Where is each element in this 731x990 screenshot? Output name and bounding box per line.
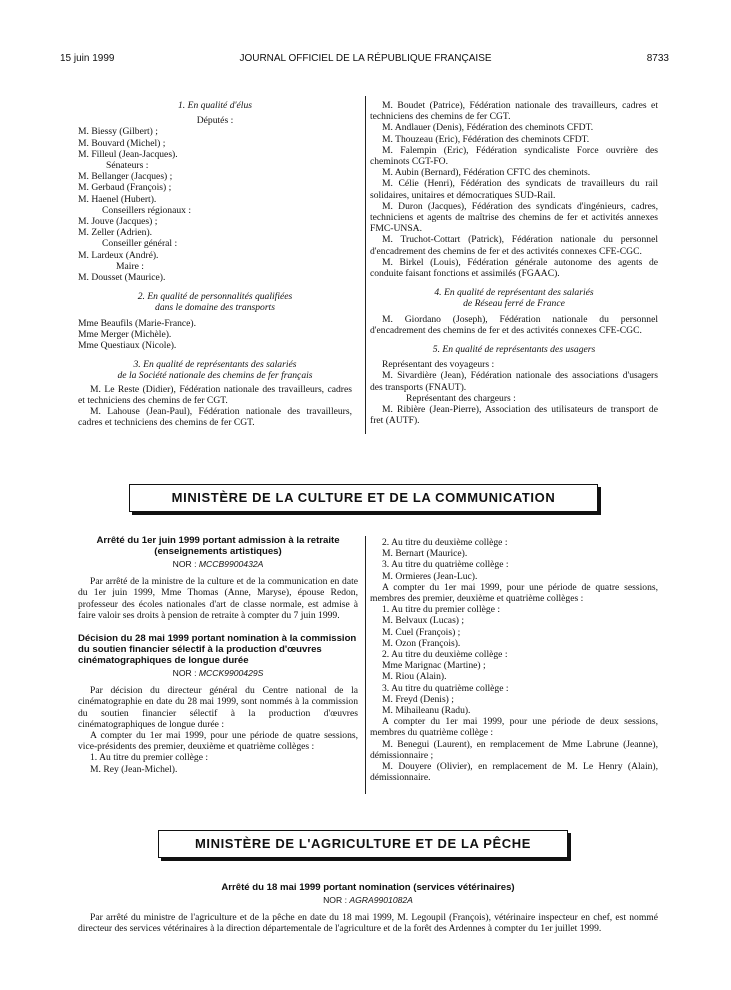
ministry-banner: MINISTÈRE DE LA CULTURE ET DE LA COMMUNICATION (129, 484, 598, 512)
list-item: 2. Au titre du deuxième collège : (382, 537, 508, 548)
header-date: 15 juin 1999 (60, 53, 115, 64)
member-entry: M. Gerbaud (François) ; (78, 182, 172, 194)
section-heading-line2: de Réseau ferré de France (463, 298, 565, 310)
member-entry: M. Bouvard (Michel) ; (78, 137, 166, 149)
section-heading: 3. En qualité de représentants des salariés (133, 359, 297, 371)
nor-reference: NOR : AGRA9901082A (323, 895, 413, 905)
decree-text: Par arrêté de la ministre de la culture et de la communication en date du 1er juin 1999, Mme Thomas (Anne, Maryse), épouse Redon, professeur des écoles nationales d'art de classe normale, est admise à faire valoir ses droits à pension de retraite à compter du 7 juin 1999. (78, 576, 358, 621)
ministry-banner: MINISTÈRE DE L'AGRICULTURE ET DE LA PÊCHE (158, 830, 568, 858)
member-entry: M. Birkel (Louis), Fédération générale autonome des agents de conduite faisant fonctions et assimilés (FGAAC). (370, 256, 658, 280)
list-item: M. Rey (Jean-Michel). (90, 763, 178, 775)
category-label: Représentant des chargeurs : (406, 392, 516, 404)
decree-title: Décision du 28 mai 1999 portant nomination à la commission du soutien financier sélectif à la production d'œuvres cinématographiques de longue durée (78, 633, 357, 667)
page-number: 8733 (646, 53, 669, 64)
section-heading: 2. En qualité de personnalités qualifiées (137, 291, 293, 303)
decree-text: Par arrêté du ministre de l'agriculture et de la pêche en date du 18 mai 1999, M. Legoupil (François), vétérinaire inspecteur en chef, est nommé directeur des services vétérinaires à la direction départementale de l'agriculture et de la forêt des Ardennes à compter du 1er juillet 1999. (78, 912, 658, 935)
member-entry: Mme Questiaux (Nicole). (78, 340, 177, 352)
list-item: M. Ozon (François). (382, 637, 461, 649)
decree-title: Arrêté du 18 mai 1999 portant nomination (services vétérinaires) (221, 882, 515, 893)
member-entry: M. Le Reste (Didier), Fédération nationale des travailleurs, cadres et techniciens des chemins de fer CGT. (78, 383, 352, 406)
member-entry: M. Giordano (Joseph), Fédération nationale du personnel d'encadrement des chemins de fer et des activités connexes CFE-CGC. (370, 313, 658, 336)
member-entry: M. Haenel (Hubert). (78, 193, 157, 205)
member-entry: M. Aubin (Bernard), Fédération CFTC des cheminots. (382, 167, 591, 179)
column-divider (365, 536, 366, 794)
member-entry: M. Truchot-Cottart (Patrick), Fédération nationale du personnel d'encadrement des chemins de fer et des activités connexes CFE-CGC. (370, 234, 658, 257)
member-entry: Mme Beaufils (Marie-France). (78, 317, 197, 329)
decree-text: Par décision du directeur général du Centre national de la cinématographie en date du 28 mai 1999, sont nommés à la commission du soutien financier sélectif à la production d'œuvres cinématographiques de longue durée : (78, 685, 358, 730)
member-entry: M. Filleul (Jean-Jacques). (78, 148, 178, 160)
nor-reference: NOR : MCCK9900429S (172, 668, 264, 679)
list-item: M. Douyere (Olivier), en remplacement de M. Le Henry (Alain), démissionnaire. (370, 761, 658, 784)
list-item: M. Ormieres (Jean-Luc). (382, 570, 478, 582)
member-entry: M. Falempin (Eric), Fédération syndicaliste Force ouvrière des cheminots CGT-FO. (370, 144, 658, 168)
journal-title: JOURNAL OFFICIEL DE LA RÉPUBLIQUE FRANÇAISE (239, 53, 492, 64)
category-label: Députés : (196, 115, 234, 127)
list-item: Mme Marignac (Martine) ; (382, 660, 486, 672)
bottom-section (78, 882, 658, 935)
column-divider (365, 96, 366, 434)
nor-reference: NOR : MCCB9900432A (172, 559, 264, 569)
section-heading: 1. En qualité d'élus (178, 100, 252, 111)
member-entry: M. Zeller (Adrien). (78, 227, 153, 239)
nor-code: AGRA9901082A (349, 895, 413, 905)
member-entry: Mme Merger (Michèle). (78, 328, 172, 340)
decree-text: A compter du 1er mai 1999, pour une période de deux sessions, membres du quatrième collège : (370, 716, 658, 739)
member-entry: M. Dousset (Maurice). (78, 272, 166, 284)
section-heading: 4. En qualité de représentant des salariés (434, 287, 594, 299)
list-item: 1. Au titre du premier collège : (382, 604, 501, 616)
decree-title: Arrêté du 1er juin 1999 portant admission à la retraite (enseignements artistiques) (96, 535, 340, 557)
mid-right-column (370, 537, 658, 783)
list-item: M. Riou (Alain). (382, 671, 447, 683)
member-entry: M. Célie (Henri), Fédération des syndicats de travailleurs du rail solidaires, unitaires et démocratiques SUD-Rail. (370, 178, 658, 201)
category-label: Sénateurs : (106, 160, 149, 172)
member-entry: M. Lardeux (André). (78, 249, 159, 261)
list-item: M. Mihaileanu (Radu). (382, 705, 471, 717)
list-item: 3. Au titre du quatrième collège : (382, 559, 509, 571)
category-label: Représentant des voyageurs : (382, 359, 495, 371)
member-entry: M. Boudet (Patrice), Fédération nationale des travailleurs, cadres et techniciens des chemins de fer CGT. (370, 100, 658, 123)
member-entry: M. Duron (Jacques), Fédération des syndicats d'ingénieurs, cadres, techniciens et agents de maîtrise des chemins de fer et activités annexes FMC-UNSA. (370, 200, 658, 235)
list-item: 2. Au titre du deuxième collège : (382, 649, 508, 661)
member-entry: M. Thouzeau (Eric), Fédération des cheminots CFDT. (382, 133, 590, 145)
mid-left-column (78, 535, 358, 775)
list-item: M. Benegui (Laurent), en remplacement de Mme Labrune (Jeanne), démissionnaire ; (370, 738, 658, 761)
member-entry: M. Sivardière (Jean), Fédération nationale des associations d'usagers des transports (FNAUT). (370, 370, 658, 393)
section-heading-line2: dans le domaine des transports (155, 302, 275, 314)
section-heading: 5. En qualité de représentants des usagers (432, 344, 596, 356)
category-label: Maire : (116, 260, 144, 272)
member-entry: M. Jouve (Jacques) ; (78, 216, 158, 228)
member-entry: M. Biessy (Gilbert) ; (78, 126, 158, 138)
list-item: M. Freyd (Denis) ; (382, 693, 454, 705)
decree-text: A compter du 1er mai 1999, pour une période de quatre sessions, membres des premier, deuxième et quatrième collèges : (370, 581, 658, 605)
member-entry: M. Andlauer (Denis), Fédération des cheminots CFDT. (382, 122, 594, 134)
list-item: M. Bernart (Maurice). (382, 548, 468, 560)
nor-code: MCCK9900429S (198, 668, 264, 679)
list-item: M. Cuel (François) ; (382, 626, 461, 638)
nor-code: MCCB9900432A (198, 559, 264, 569)
section-heading-line2: de la Société nationale des chemins de fer français (117, 370, 313, 382)
list-item: 3. Au titre du quatrième collège : (382, 682, 509, 694)
list-item: M. Belvaux (Lucas) ; (382, 615, 465, 627)
decree-text: A compter du 1er mai 1999, pour une période de quatre sessions, vice-présidents des premier, deuxième et quatrième collèges : (78, 730, 358, 753)
category-label: Conseillers régionaux : (102, 204, 191, 216)
member-entry: M. Lahouse (Jean-Paul), Fédération nationale des travailleurs, cadres et techniciens des chemins de fer CGT. (78, 406, 352, 429)
member-entry: M. Ribière (Jean-Pierre), Association des utilisateurs de transport de fret (AUTF). (370, 404, 658, 427)
member-entry: M. Bellanger (Jacques) ; (78, 171, 173, 183)
category-label: Conseiller général : (102, 238, 178, 250)
top-left-column (78, 100, 352, 428)
list-item: 1. Au titre du premier collège : (90, 752, 209, 764)
top-right-column (370, 100, 658, 426)
